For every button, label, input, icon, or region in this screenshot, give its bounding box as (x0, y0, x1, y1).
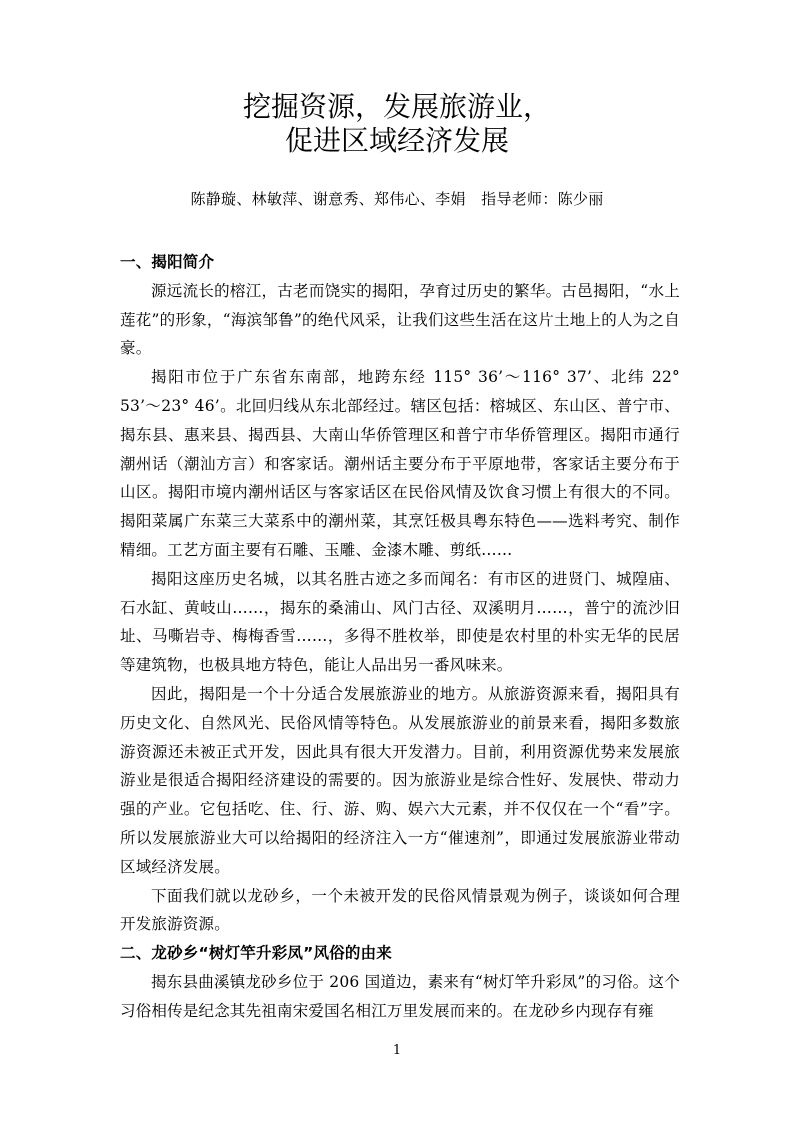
authors-line: 陈静璇、林敏萍、谢意秀、郑伟心、李娟 指导老师：陈少丽 (190, 190, 604, 208)
paragraph: 源远流长的榕江，古老而饶实的揭阳，孕育过历史的繁华。古邑揭阳，“水上莲花”的形象，“海滨邹鲁”的绝代风采，让我们这些生活在这片土地上的人为之自豪。 (120, 281, 680, 358)
section-heading-1: 一、揭阳简介 (120, 253, 215, 271)
paragraph: 因此，揭阳是一个十分适合发展旅游业的地方。从旅游资源来看，揭阳具有历史文化、自然风光、民俗风情等特色。从发展旅游业的前景来看，揭阳多数旅游资源还未被正式开发，因此具有很大开发潜力。目前，利用资源优势来发展旅游业是很适合揭阳经济建设的需要的。因为旅游业是综合性好、发展快、带动力强的产业。它包括吃、住、行、游、购、娱六大元素，并不仅仅在一个“看”字。所以发展旅游业大可以给揭阳的经济注入一方“催速剂”，即通过发展旅游业带动区域经济发展。 (120, 684, 680, 876)
page-number: 1 (392, 1043, 402, 1058)
document-body (120, 248, 680, 1026)
title-line-1: 挖掘资源，发展旅游业， (242, 90, 551, 123)
title-line-2: 促进区域经济发展 (284, 124, 509, 157)
document-title (0, 90, 794, 158)
section-heading-2: 二、龙砂乡“树灯竿升彩凤”风俗的由来 (120, 944, 392, 963)
paragraph: 揭东县曲溪镇龙砂乡位于 206 国道边，素来有“树灯竿升彩凤”的习俗。这个习俗相传是纪念其先祖南宋爱国名相江万里发展而来的。在龙砂乡内现存有雍 (120, 972, 680, 1020)
paragraph: 下面我们就以龙砂乡，一个未被开发的民俗风情景观为例子，谈谈如何合理开发旅游资源。 (120, 886, 680, 934)
paragraph: 揭阳市位于广东省东南部，地跨东经 115° 36’～116° 37’、北纬 22° 53’～23° 46’。北回归线从东北部经过。辖区包括：榕城区、东山区、普宁市、揭东县、惠来县、揭西县、大南山华侨管理区和普宁市华侨管理区。揭阳市通行潮州话（潮汕方言）和客家话。潮州话主要分布于平原地带，客家话主要分布于山区。揭阳市境内潮州话区与客家话区在民俗风情及饮食习惯上有很大的不同。揭阳菜属广东菜三大菜系中的潮州菜，其烹饪极具粤东特色——选料考究、制作精细。工艺方面主要有石雕、玉雕、金漆木雕、剪纸…… (120, 368, 680, 559)
paragraph: 揭阳这座历史名城，以其名胜古迹之多而闻名：有市区的进贤门、城隍庙、石水缸、黄岐山……，揭东的桑浦山、风门古径、双溪明月……，普宁的流沙旧址、马嘶岩寺、梅梅香雪……，多得不胜枚举，即使是农村里的朴实无华的民居等建筑物，也极具地方特色，能让人品出另一番风味来。 (120, 569, 680, 675)
